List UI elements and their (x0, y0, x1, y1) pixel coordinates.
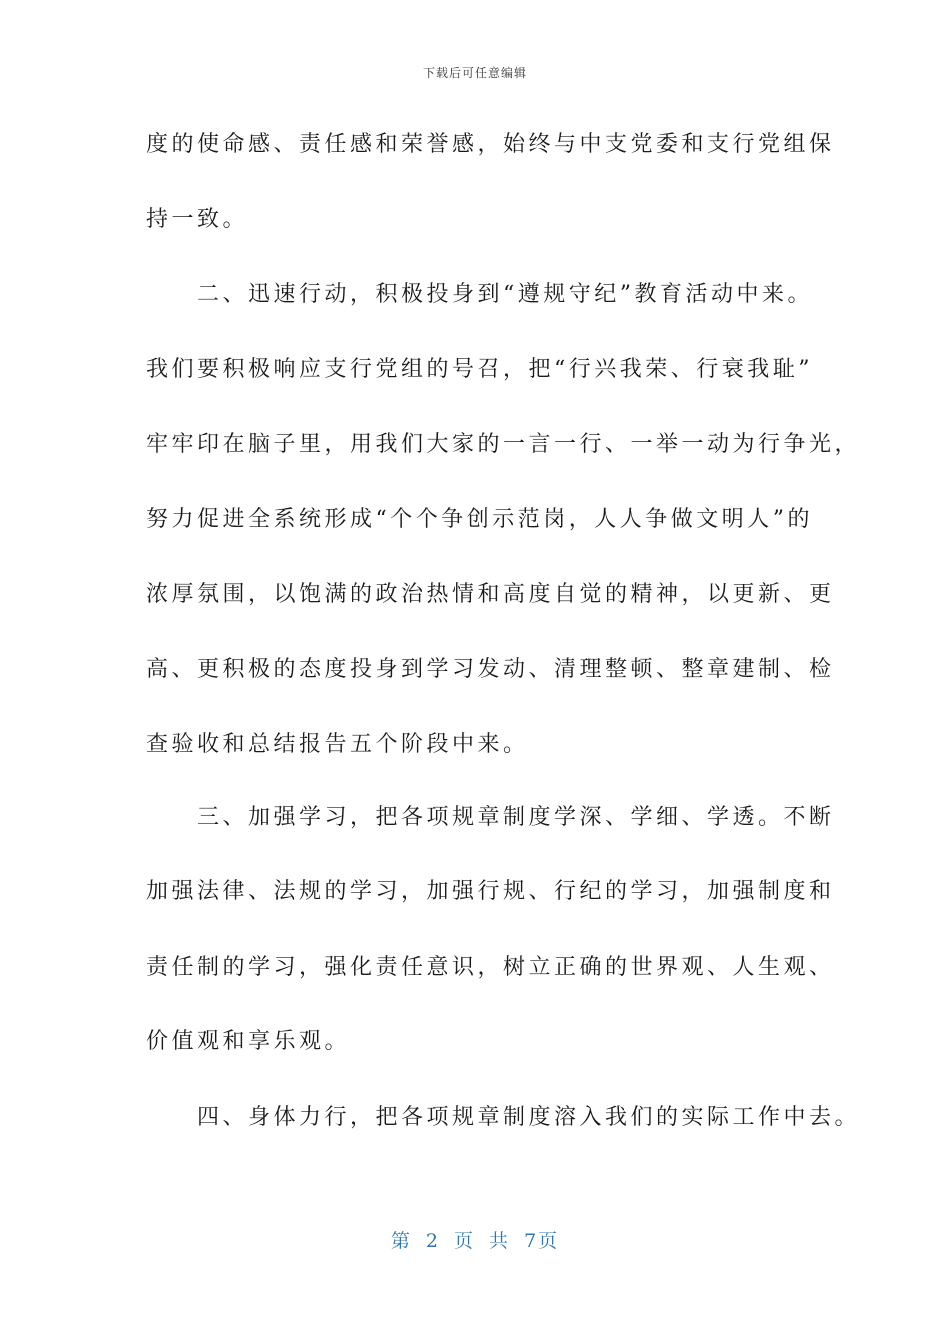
body-line: 浓厚氛围，以饱满的政治热情和高度自觉的精神，以更新、更 (146, 582, 835, 607)
body-line: 度的使命感、责任感和荣誉感，始终与中支党委和支行党组保 (146, 132, 835, 157)
page-number-footer: 第 2 页 共 7页 (390, 1230, 560, 1252)
body-line: 二、迅速行动，积极投身到“遵规守纪”教育活动中来。 (146, 282, 813, 307)
body-line: 加强法律、法规的学习，加强行规、行纪的学习，加强制度和 (146, 879, 835, 904)
body-line: 四、身体力行，把各项规章制度溶入我们的实际工作中去。 (146, 1105, 861, 1130)
body-line: 查验收和总结报告五个阶段中来。 (146, 732, 529, 757)
body-line: 努力促进全系统形成“个个争创示范岗，人人争做文明人”的 (146, 507, 813, 532)
body-line: 牢牢印在脑子里，用我们大家的一言一行、一举一动为行争光， (146, 432, 861, 457)
body-line: 我们要积极响应支行党组的号召，把“行兴我荣、行衰我耻” (146, 357, 813, 382)
body-line: 责任制的学习，强化责任意识，树立正确的世界观、人生观、 (146, 955, 835, 980)
page-header-note: 下载后可任意编辑 (422, 66, 527, 80)
body-line: 高、更积极的态度投身到学习发动、清理整顿、整章建制、检 (146, 657, 835, 682)
body-line: 持一致。 (146, 207, 249, 232)
body-line: 价值观和享乐观。 (146, 1029, 351, 1054)
body-line: 三、加强学习，把各项规章制度学深、学细、学透。不断 (146, 805, 835, 830)
